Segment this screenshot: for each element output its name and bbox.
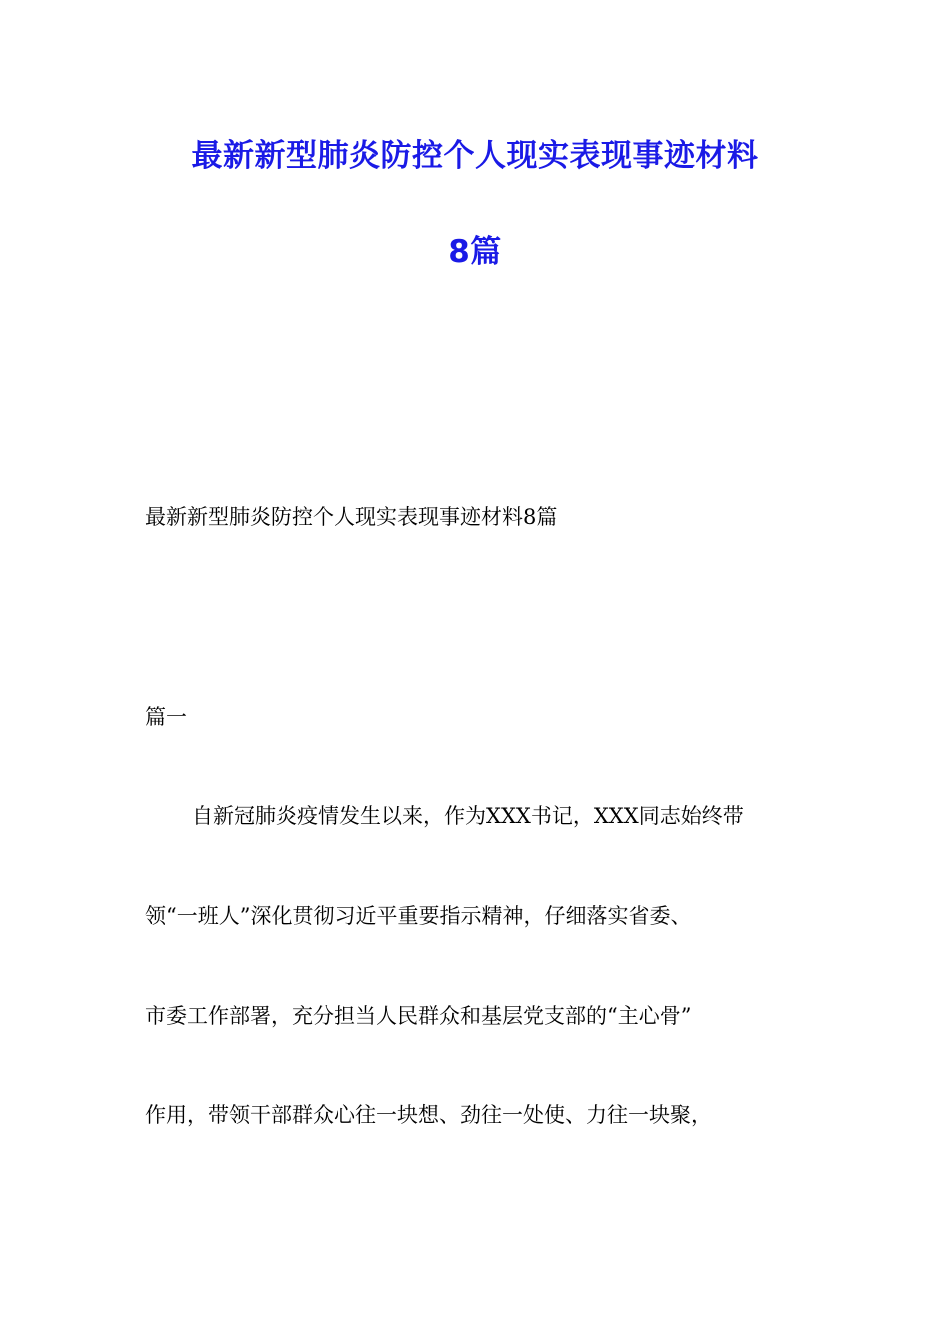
document-title-line-1: 最新新型肺炎防控个人现实表现事迹材料 [191, 138, 759, 174]
paragraph-line: 领“一班人”深化贯彻习近平重要指示精神，仔细落实省委、 [145, 904, 692, 928]
paragraph-line: 自新冠肺炎疫情发生以来，作为XXX书记，XXX同志始终带 [192, 804, 744, 828]
document-subtitle: 最新新型肺炎防控个人现实表现事迹材料8篇 [145, 505, 558, 529]
section-heading: 篇一 [145, 705, 187, 729]
paragraph-line: 市委工作部署，充分担当人民群众和基层党支部的“主心骨” [145, 1004, 692, 1028]
paragraph-line: 作用，带领干部群众心往一块想、劲往一处使、力往一块聚， [145, 1103, 712, 1127]
document-title-line-2: 8篇 [448, 234, 502, 270]
